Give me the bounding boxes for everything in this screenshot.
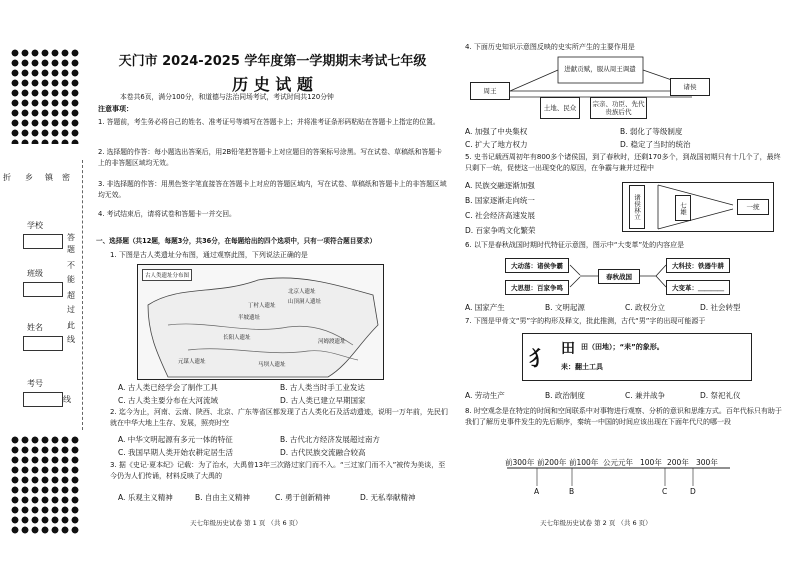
field-school[interactable] <box>23 234 63 249</box>
field-class[interactable] <box>23 282 63 297</box>
q6-option-a[interactable]: A. 国家产生 <box>465 303 505 312</box>
fold-char-0: 答 <box>67 233 75 242</box>
q4-box-lords: 诸侯 <box>670 78 710 96</box>
q3-option-d[interactable]: D. 无私奉献精神 <box>360 493 416 502</box>
q6-box-r2: 大变革：＿＿＿＿ <box>666 280 730 295</box>
timeline-point-b[interactable]: B <box>569 487 575 496</box>
section-choice: 一、选择题（共12题，每题3分，共36分，在每题给出的四个选项中，只有一项符合题目要求） <box>96 237 377 245</box>
timeline-label-6: 200年 <box>667 458 689 467</box>
fold-char-1: 题 <box>67 245 75 254</box>
q7-option-c[interactable]: C. 兼并战争 <box>625 391 666 400</box>
timeline-point-d[interactable]: D <box>690 487 696 496</box>
fold-char-6: 此 <box>67 321 75 330</box>
timeline-label-3: 前100年 <box>569 458 599 467</box>
q7-line1: 田（田地）；“耒”的象形。 <box>581 343 664 351</box>
q1-option-d[interactable]: D. 古人类已建立早期国家 <box>280 396 366 405</box>
question-2: 2. 迄今为止，河南、云南、陕西、北京、广东等省区都发现了古人类化石及活动遗迹，说明一万年前，先民们就在中华大地上生存、发展，照亮时空 <box>110 408 448 427</box>
q4-box-king: 周王 <box>470 82 510 100</box>
notice-1: 1. 答题前，考生务必将自己的姓名、准考证号等填写在答题卡上；并将准考证条形码粘贴在答题卡上指定的位置。 <box>98 118 440 126</box>
q6-option-d[interactable]: D. 社会转型 <box>700 303 741 312</box>
timeline-label-7: 300年 <box>696 458 718 467</box>
timeline-label-2: 前200年 <box>537 458 567 467</box>
dot-pattern-top <box>10 48 80 144</box>
exam-title: 天门市 2024-2025 学年度第一学期期末考试七年级 <box>118 54 427 69</box>
side-char-2: 乡 <box>25 173 33 182</box>
q5-box-right: 一统 <box>737 199 769 215</box>
q6-box-center: 春秋战国 <box>598 269 640 284</box>
q5-option-d[interactable]: D. 百家争鸣文化繁荣 <box>465 226 536 235</box>
q6-box-l2: 大思想：百家争鸣 <box>505 280 569 295</box>
timeline-label-4: 公元元年 <box>603 458 633 467</box>
timeline-point-a[interactable]: A <box>534 487 540 496</box>
notice-title: 注意事项： <box>98 105 133 113</box>
q7-option-b[interactable]: B. 政治制度 <box>545 391 585 400</box>
q4-box-land: 土地、民众 <box>540 97 580 119</box>
q6-option-c[interactable]: C. 政权分立 <box>625 303 666 312</box>
q5-option-b[interactable]: B. 国家逐渐走向统一 <box>465 196 535 205</box>
dot-pattern-bottom <box>10 435 80 535</box>
map-label-dingcun: 丁村人遗址 <box>248 303 276 309</box>
fold-char-2: 不 <box>67 261 75 270</box>
q1-option-a[interactable]: A. 古人类已经学会了制作工具 <box>118 383 218 392</box>
side-line-char: 线 <box>63 395 71 404</box>
notice-3: 3. 非选择题的作答：用黑色签字笔直接答在答题卡上对应的答题区域内，写在试卷、草稿纸和答题卡上的非答题区域均无效。 <box>98 180 447 199</box>
q7-line2: 耒：翻土工具 <box>561 363 603 371</box>
map-label-maba: 马坝人遗址 <box>258 362 286 368</box>
q2-option-b[interactable]: B. 古代北方经济发展超过南方 <box>280 435 380 444</box>
q5-option-a[interactable]: A. 民族交融逐渐加强 <box>465 181 535 190</box>
q4-box-top: 进献贡赋，服从周王调遣 <box>564 65 636 73</box>
timeline-point-c[interactable]: C <box>662 487 668 496</box>
q4-box-nobles: 宗亲、功臣、先代贵族后代 <box>590 97 647 119</box>
question-3: 3. 据《史记·夏本纪》记载：为了治水，大禹曾13年三次路过家门而不入。“三过家门而不入”被传为美谈，至今仍为人们传诵，材料反映了大禹的 <box>110 461 446 480</box>
q4-option-a[interactable]: A. 加强了中央集权 <box>465 127 528 136</box>
question-8: 8. 时空观念是在特定的时间和空间联系中对事物进行观察、分析的意识和思维方式。百年代标只有助于我们了解历史事件发生的先后顺序，秦统一中国的时间应该出现在下面年代尺的哪一段 <box>465 407 782 426</box>
q5-diagram <box>622 182 774 232</box>
q5-option-c[interactable]: C. 社会经济高速发展 <box>465 211 536 220</box>
fold-char-7: 线 <box>67 335 75 344</box>
fold-char-5: 过 <box>67 305 75 314</box>
q6-option-b[interactable]: B. 文明起源 <box>545 303 585 312</box>
q3-option-c[interactable]: C. 勇于创新精神 <box>275 493 331 502</box>
map-label-yuanmou: 元谋人遗址 <box>178 359 206 365</box>
q6-box-r1: 大科技：铁器牛耕 <box>666 258 730 273</box>
timeline-axis <box>505 466 735 506</box>
q7-oracle-box <box>522 333 752 381</box>
timeline-label-1: 前300年 <box>505 458 535 467</box>
q3-option-b[interactable]: B. 自由主义精神 <box>195 493 250 502</box>
question-4: 4. 下面历史知识示意图反映的史实所产生的主要作用是 <box>465 43 635 51</box>
subject-title: 历 史 试 题 <box>232 75 313 94</box>
side-char-3: 镇 <box>45 173 53 182</box>
question-5: 5. 史书记载西周初年有800多个诸侯国，到了春秋时，还剩170多个，到战国初期只有十几个了，最终只剩下一统，促使这一出现变化的原因，在争霸与兼并过程中 <box>465 153 781 172</box>
fold-line <box>82 160 83 430</box>
oracle-glyph-icon: 犭 <box>529 346 549 370</box>
field-name[interactable] <box>23 336 63 351</box>
map-label-changyang: 长阳人遗址 <box>223 335 251 341</box>
q2-option-c[interactable]: C. 我国早期人类开始农耕定居生活 <box>118 448 234 457</box>
side-char-4: 密 <box>62 173 70 182</box>
ancient-sites-map <box>137 264 384 380</box>
q4-option-c[interactable]: C. 扩大了地方权力 <box>465 140 528 149</box>
field-label-class: 班级 <box>27 269 43 278</box>
field-glyph-icon: 田 <box>561 341 575 357</box>
question-7: 7. 下图是甲骨文“男”字的构形及释文，批此推测，古代“男”字的出现可能源于 <box>465 317 706 325</box>
q7-option-d[interactable]: D. 祭祀礼仪 <box>700 391 741 400</box>
q1-option-b[interactable]: B. 古人类当时手工业发达 <box>280 383 365 392</box>
field-number[interactable] <box>23 392 63 407</box>
q4-option-d[interactable]: D. 稳定了当时的统治 <box>620 140 691 149</box>
page2-footer: 天七年级历史试卷 第 2 页 （共 6 页） <box>540 519 652 527</box>
q6-box-l1: 大动荡：诸侯争霸 <box>505 258 569 273</box>
field-label-school: 学校 <box>27 221 43 230</box>
notice-2: 2. 选择题的作答：每小题选出答案后，用2B铅笔把答题卡上对应题目的答案标号涂黑。写在试卷、草稿纸和答题卡上的非答题区域均无效。 <box>98 148 442 167</box>
exam-intro: 本卷共6页，满分100分，和道德与法治同场考试，考试时间共120分钟 <box>120 93 334 101</box>
q4-option-b[interactable]: B. 弱化了等级制度 <box>620 127 683 136</box>
field-label-number: 考号 <box>27 379 43 388</box>
notice-4: 4. 考试结束后，请将试卷和答题卡一并交回。 <box>98 210 236 218</box>
q5-box-left: 诸侯林立 <box>629 185 645 229</box>
timeline-label-5: 100年 <box>640 458 662 467</box>
field-label-name: 姓名 <box>27 323 43 332</box>
fold-char-4: 超 <box>67 291 75 300</box>
map-label-shandingdong: 山顶洞人遗址 <box>288 299 322 305</box>
map-legend: 古人类遗址分布图 <box>142 269 192 281</box>
q2-option-a[interactable]: A. 中华文明起源有多元一体的特征 <box>118 435 233 444</box>
question-6: 6. 以下是春秋战国时期时代特征示意图，图示中“大变革”处的内容应是 <box>465 241 685 249</box>
q7-option-a[interactable]: A. 劳动生产 <box>465 391 505 400</box>
map-label-hemudu: 河姆渡遗址 <box>318 339 346 345</box>
side-char-1: 折 <box>3 173 11 182</box>
q5-box-mid: 七雄 <box>675 195 691 221</box>
q1-option-c[interactable]: C. 古人类主要分布在大河流域 <box>118 396 219 405</box>
q2-option-d[interactable]: D. 古代民族交流融合较高 <box>280 448 366 457</box>
q3-option-a[interactable]: A. 乐观主义精神 <box>118 493 173 502</box>
page1-footer: 天七年级历史试卷 第 1 页 （共 6 页） <box>190 519 302 527</box>
map-label-banpo: 半坡遗址 <box>238 315 261 321</box>
question-1: 1. 下图是古人类遗址分布图，通过观察此图，下列说法正确的是 <box>110 251 308 259</box>
fold-char-3: 能 <box>67 275 75 284</box>
map-label-beijing: 北京人遗址 <box>288 289 316 295</box>
